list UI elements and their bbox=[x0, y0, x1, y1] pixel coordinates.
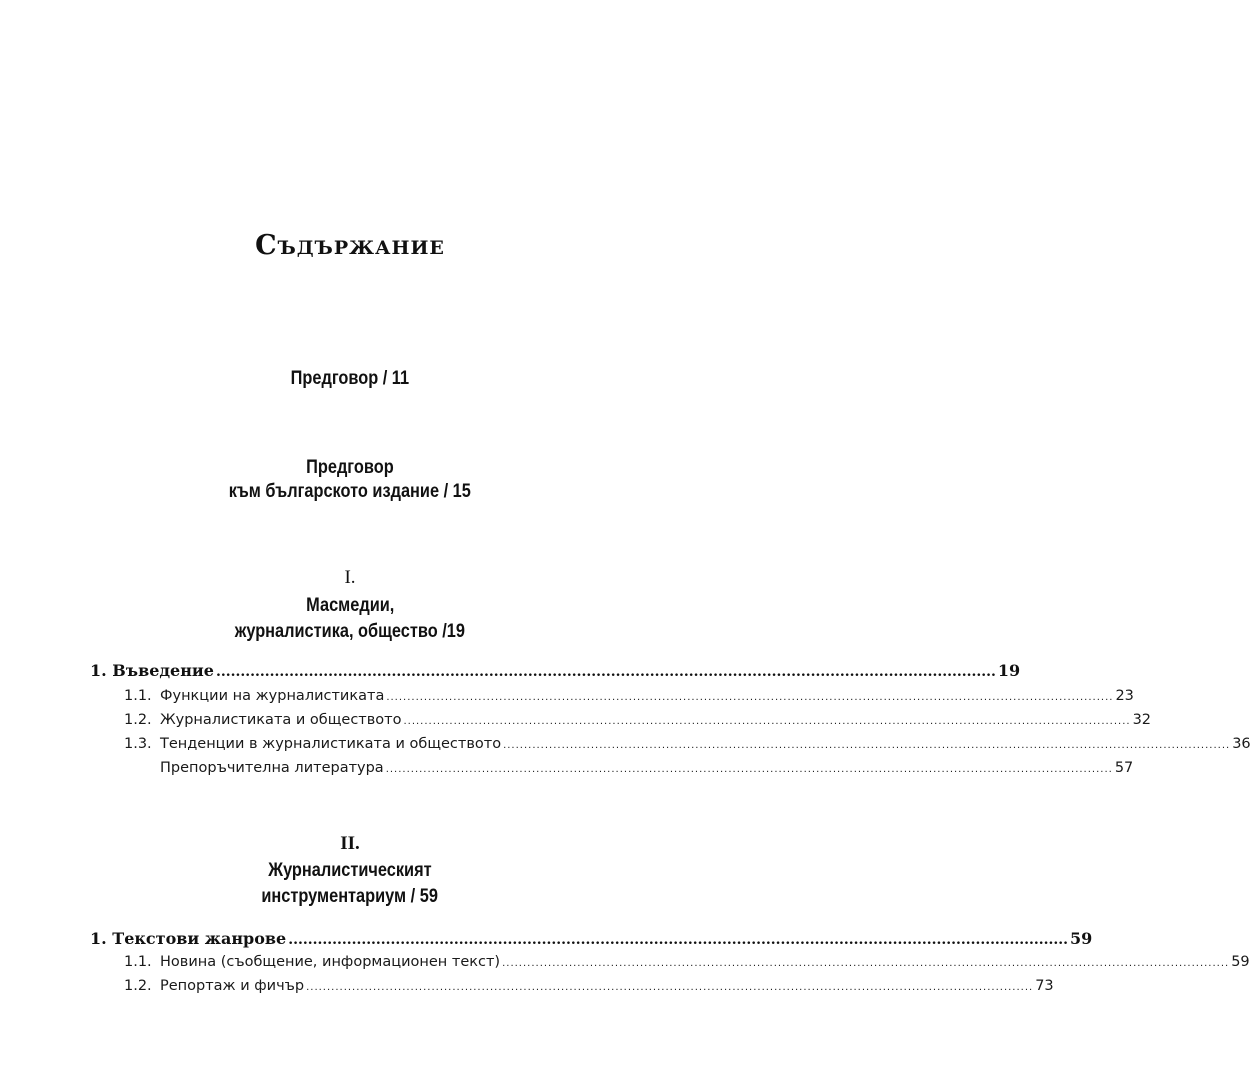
toc-entry-page: 36 bbox=[1232, 736, 1251, 752]
toc-entry-number: 1.2. bbox=[124, 712, 152, 728]
toc-entry-label: Репортаж и фичър bbox=[160, 978, 305, 994]
preface-bg-line1: Предговор bbox=[306, 457, 394, 478]
part1-numeral: I. bbox=[344, 567, 356, 588]
part1-title-line2-wrap bbox=[0, 619, 700, 644]
leader-dots: .............................................................................................................................................................................. bbox=[503, 740, 1231, 751]
toc-entry-page: 59 bbox=[1231, 954, 1250, 970]
part2-title-line1: Журналистическият bbox=[268, 860, 432, 881]
part2-title-line1-wrap bbox=[0, 858, 700, 883]
toc-entry-2-1[interactable] bbox=[90, 929, 1093, 948]
part1-title-line1: Масмедии, bbox=[305, 595, 395, 616]
preface-bg-heading-line1 bbox=[0, 455, 700, 480]
leader-dots: .............................................................................................................................................................................. bbox=[385, 764, 1113, 775]
toc-entry-number: 1.3. bbox=[124, 736, 152, 752]
part2-title-line2: инструментариум / 59 bbox=[261, 886, 439, 907]
toc-entry-label: Препоръчителна литература bbox=[160, 760, 384, 776]
toc-entry-number: 1.1. bbox=[124, 688, 152, 704]
toc-entry-label: 1. Текстови жанрове bbox=[90, 929, 287, 948]
preface-heading bbox=[0, 366, 700, 391]
part2-numeral: II. bbox=[340, 833, 360, 854]
preface-label: Предговор / 11 bbox=[290, 368, 410, 389]
toc-entry-references[interactable] bbox=[160, 760, 1134, 776]
toc-entry-2-1-2[interactable] bbox=[124, 978, 1054, 994]
toc-entry-1-3[interactable] bbox=[124, 736, 1251, 752]
leader-dots: .............................................................................................................................................................................. bbox=[306, 982, 1034, 993]
toc-entry-page: 73 bbox=[1035, 978, 1054, 994]
toc-entry-label: Новина (съобщение, информационен текст) bbox=[160, 954, 501, 970]
part1-title-line2: журналистика, общество /19 bbox=[234, 621, 466, 642]
part1-title-line1-wrap bbox=[0, 593, 700, 618]
preface-bg-heading-line2 bbox=[0, 479, 700, 504]
toc-entry-page: 59 bbox=[1070, 929, 1093, 948]
toc-entry-label: Функции на журналистиката bbox=[160, 688, 385, 704]
part2-title-line2-wrap bbox=[0, 884, 700, 909]
toc-entry-1-2[interactable] bbox=[124, 712, 1152, 728]
toc-entry-label: Тенденции в журналистиката и обществото bbox=[160, 736, 502, 752]
toc-entry-1-1[interactable] bbox=[124, 688, 1134, 704]
toc-entry-1[interactable] bbox=[90, 661, 1021, 680]
toc-entry-number: 1.1. bbox=[124, 954, 152, 970]
leader-dots: .............................................................................................................................................................................. bbox=[502, 958, 1230, 969]
leader-dots: .............................................................................................................................................................................. bbox=[403, 716, 1131, 727]
toc-entry-number: 1.2. bbox=[124, 978, 152, 994]
leader-dots: .............................................................................................................................................................................. bbox=[386, 692, 1114, 703]
toc-entry-2-1-1[interactable] bbox=[124, 954, 1250, 970]
leader-dots: ................................................................................................................................................................ bbox=[215, 664, 996, 680]
preface-bg-line2: към българското издание / 15 bbox=[228, 481, 472, 502]
leader-dots: ................................................................................................................................................................ bbox=[288, 932, 1069, 948]
toc-entry-page: 57 bbox=[1114, 760, 1134, 776]
toc-entry-label: Журналистиката и обществото bbox=[160, 712, 402, 728]
page-title: Съдържание bbox=[255, 230, 445, 261]
toc-entry-page: 23 bbox=[1115, 688, 1134, 704]
toc-entry-page: 32 bbox=[1132, 712, 1152, 728]
toc-entry-page: 19 bbox=[997, 661, 1021, 680]
toc-entry-label: 1. Въведение bbox=[90, 661, 214, 680]
